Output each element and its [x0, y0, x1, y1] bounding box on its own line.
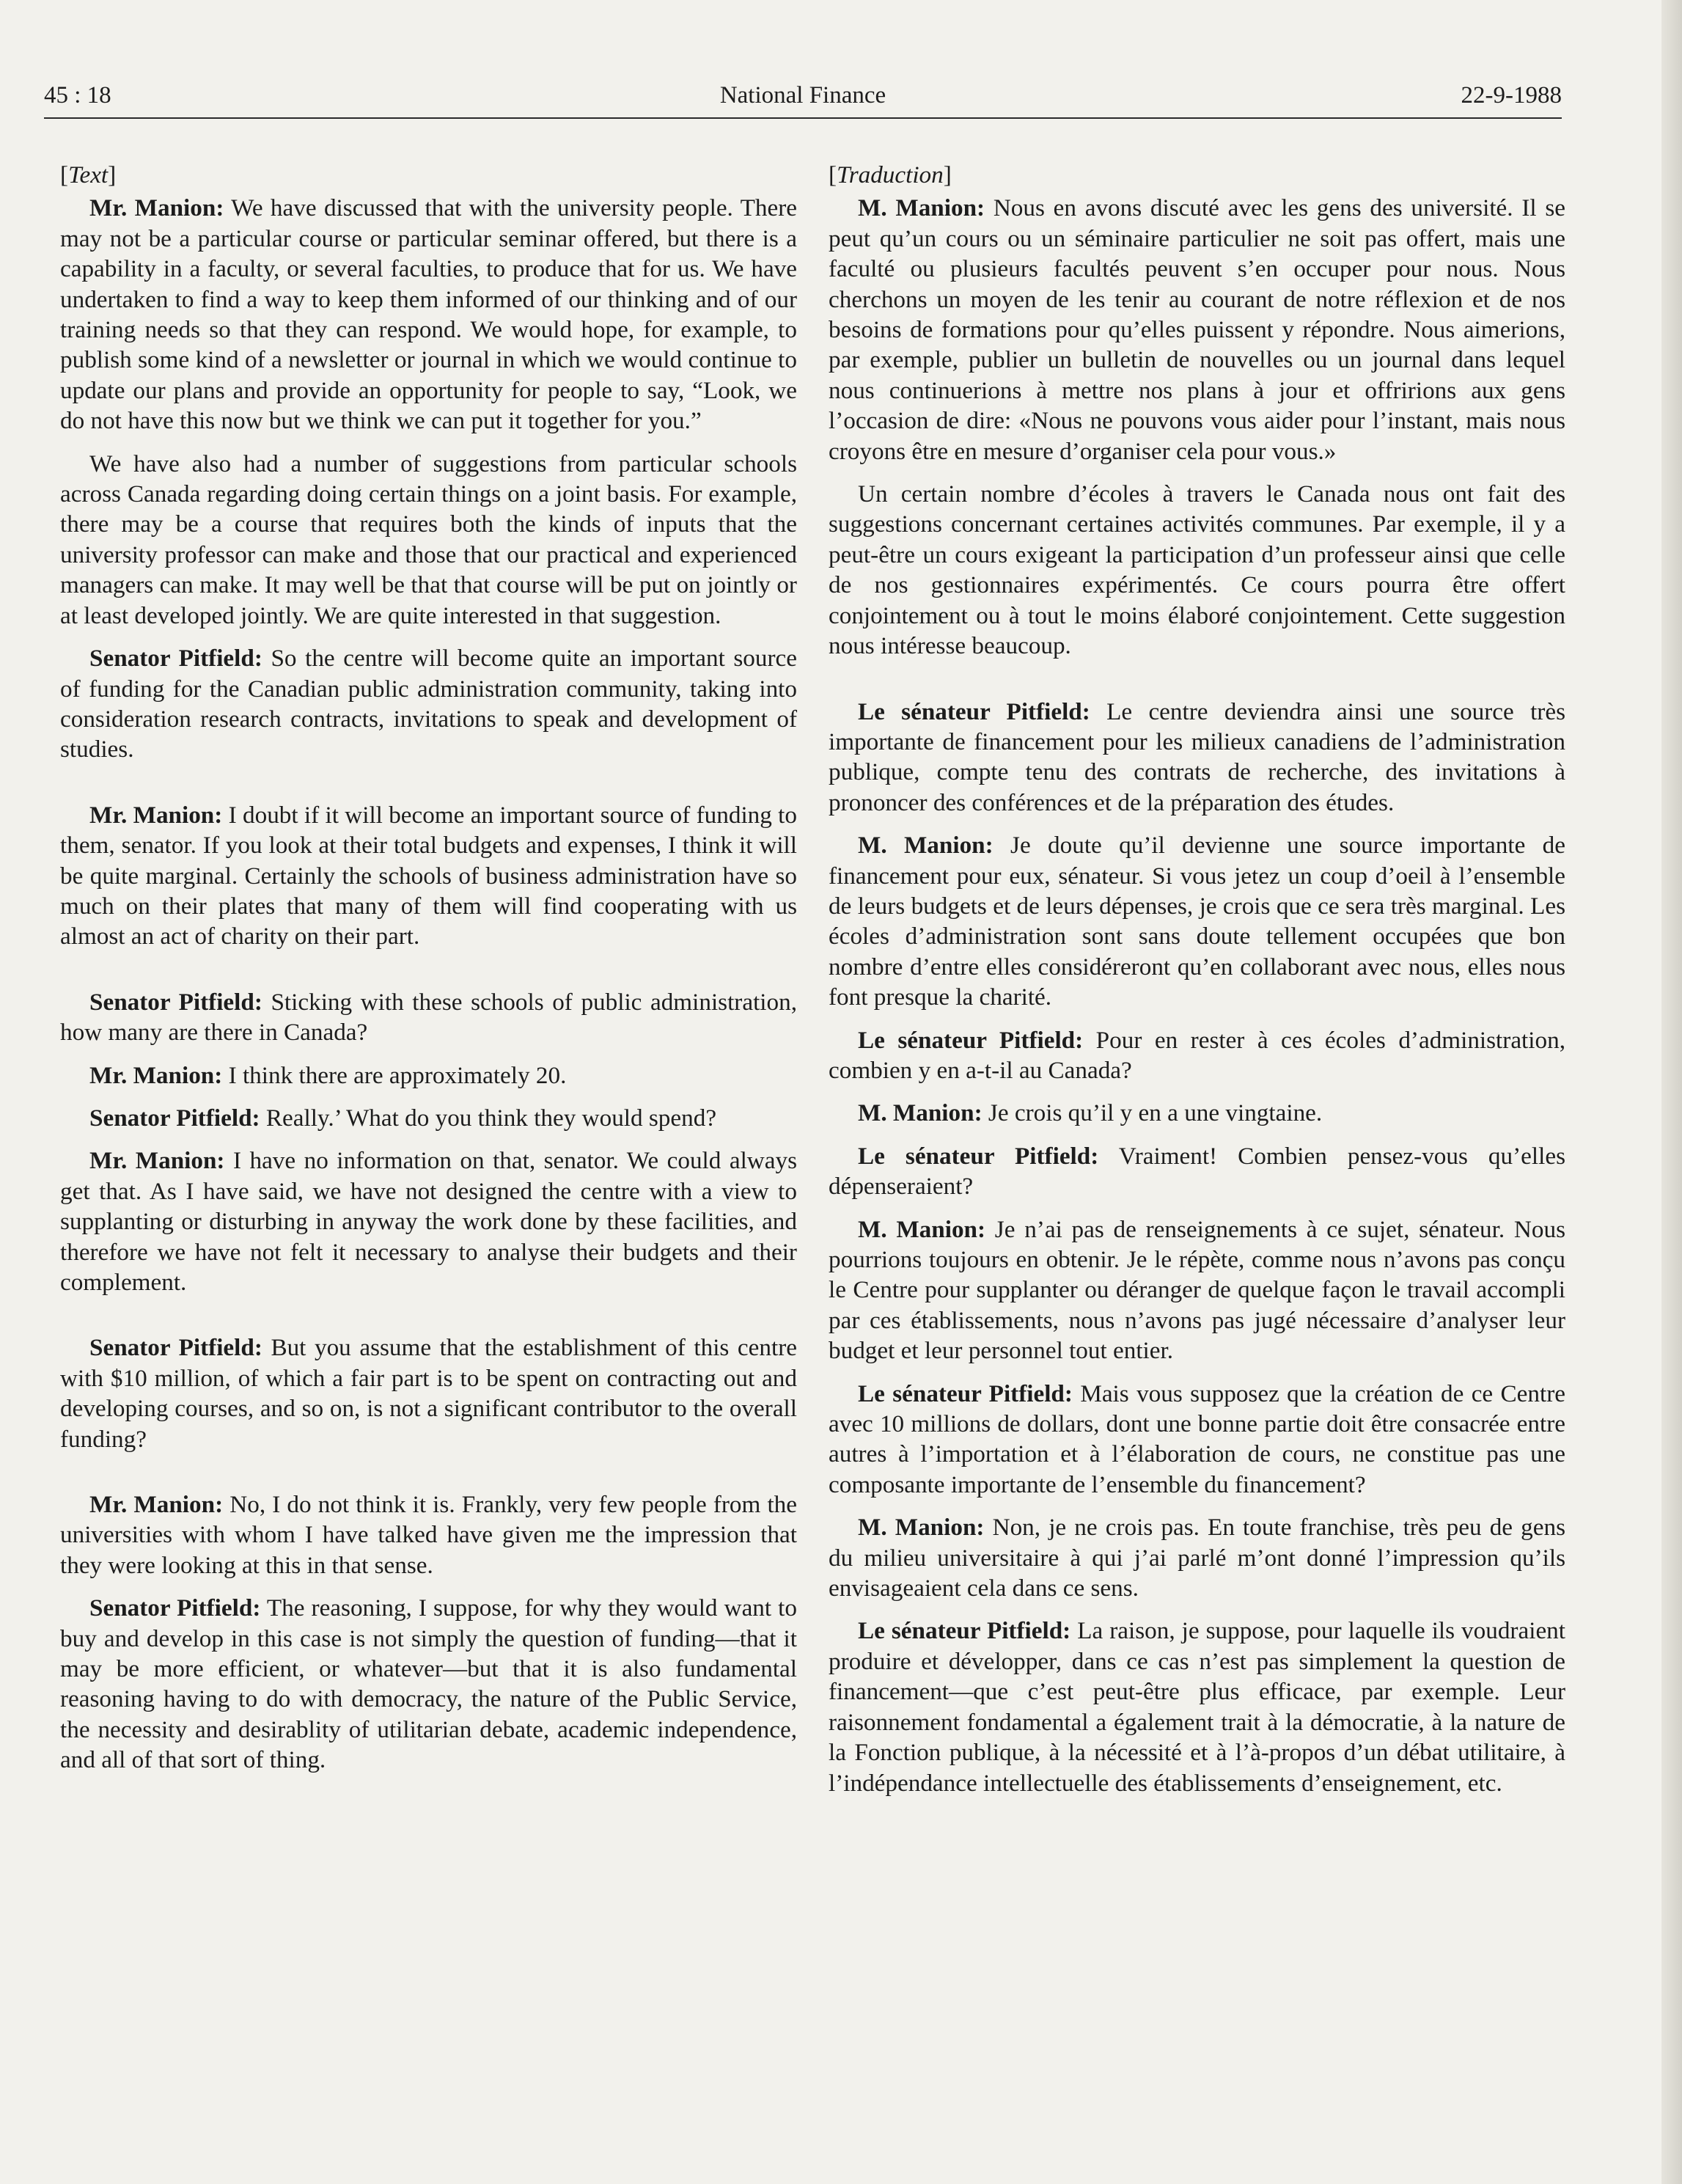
speaker-name: M. Manion: [858, 194, 985, 222]
speaker-name: Senator Pitfield: [89, 1104, 260, 1132]
speaker-name: M. Manion: [858, 832, 994, 860]
transcript-paragraph [60, 193, 797, 436]
transcript-paragraph [60, 1060, 797, 1091]
language-tag: [Traduction] [829, 161, 952, 188]
page-reference: 45 : 18 [44, 82, 111, 109]
speaker-name: Mr. Manion: [89, 801, 223, 829]
page-edge [1661, 0, 1682, 2184]
publication-title: National Finance [719, 82, 886, 109]
speech-text: Je n’ai pas de renseignements à ce sujet, sénateur. Nous pourrions toujours en obtenir. Je le répète, comme nous n’avons pas conçu le Centre pour supplanter ou déranger de quelque façon le travail accompli par ces établissements, nous n’avons pas jugé nécessaire d’analyser leur budget et leur personnel tout entier. [829, 1215, 1565, 1365]
speech-text: Je doute qu’il devienne une source importante de financement pour eux, sénateur. Si vous jetez un coup d’oeil à l’ensemble de leurs budgets et de leurs dépenses, je crois que ce sera très marginal. Les écoles d’administration sont sans doute tellement occupées que bon nombre d’entre elles considéreront qu’en collaborant avec nous, elles nous font presque la charité. [829, 832, 1565, 1011]
speaker-name: Le sénateur Pitfield: [858, 1026, 1084, 1054]
speaker-name: Le sénateur Pitfield: [858, 1379, 1073, 1407]
speaker-name: Senator Pitfield: [89, 1594, 261, 1622]
transcript-paragraph [829, 1025, 1565, 1086]
transcript-paragraph [60, 1103, 797, 1133]
transcript-paragraph [60, 1489, 797, 1580]
speech-text: Sticking with these schools of public administration, how many are there in Canada? [60, 988, 798, 1047]
speaker-name: Mr. Manion: [89, 194, 224, 222]
french-column [829, 160, 1565, 1811]
speech-text: Nous en avons discuté avec les gens des université. Il se peut qu’un cours ou un séminaire particulier ne soit pas offert, mais une faculté ou plusieurs facultés peuvent s’en occuper pour nous. Nous cherchons un moyen de les tenir au courant de notre réflexion et de nos besoins de formations pour qu’elles puissent y répondre. Nous aimerions, par exemple, publier un bulletin de nouvelles ou un journal dans lequel nous continuerions à mettre nos plans à jour et offririons aux gens l’occasion de dire: «Nous ne pouvons vous aider pour l’instant, mais nous croyons être en mesure d’organiser cela pour vous.» [829, 194, 1565, 465]
speaker-name: Senator Pitfield: [89, 1334, 262, 1362]
speaker-name: Senator Pitfield: [89, 988, 262, 1016]
speaker-name: Le sénateur Pitfield: [858, 697, 1090, 725]
speech-text: No, I do not think it is. Frankly, very few people from the universities with whom I have talked have given me the impression that they were looking at this in that sense. [60, 1491, 797, 1579]
language-tag-label: Text [68, 161, 109, 188]
transcript-paragraph [60, 800, 797, 952]
speech-text: I doubt if it will become an important source of funding to them, senator. If you look at their total budgets and expenses, I think it will be quite marginal. Certainly the schools of business administration have so much on their plates that many of them will find cooperating with us almost an act of charity on their part. [60, 801, 797, 950]
speech-text: Je crois qu’il y en a une vingtaine. [982, 1099, 1323, 1127]
header-rule [44, 117, 1562, 119]
speaker-name: Senator Pitfield: [89, 645, 262, 673]
speaker-name: M. Manion: [858, 1514, 985, 1542]
speech-text: Un certain nombre d’écoles à travers le Canada nous ont fait des suggestions concernant certaines activités communes. Par exemple, il y a peut-être un cours exigeant la participation d’un professeur ainsi que celle de nos gestionnaires expérimentés. Ce cours pourra être offert conjointement ou à tout le moins élaboré conjointement. Cette suggestion nous intéresse beaucoup. [829, 480, 1565, 660]
speech-text: Non, je ne crois pas. En toute franchise, très peu de gens du milieu universitaire à qui j’ai parlé m’ont donné l’impression qu’ils envisageaient cela dans ce sens. [829, 1514, 1566, 1602]
running-header [44, 82, 1562, 117]
speaker-name: Mr. Manion: [89, 1061, 223, 1089]
transcript-paragraph [829, 1512, 1565, 1603]
speech-text: But you assume that the establishment of this centre with $10 million, of which a fair part is to be spent on contracting out and developing courses, and so on, is not a significant contributor to the overall funding? [60, 1334, 797, 1453]
speech-text: Pour en rester à ces écoles d’administration, combien y en a-t-il au Canada? [829, 1026, 1565, 1084]
transcript-paragraph [829, 1616, 1565, 1798]
sitting-date: 22-9-1988 [1461, 82, 1562, 109]
english-column [60, 160, 797, 1788]
transcript-paragraph [60, 1146, 797, 1297]
transcript-paragraph [60, 1333, 797, 1454]
language-tag-label: Traduction [837, 161, 944, 188]
speech-text: We have also had a number of suggestions from particular schools across Canada regarding doing certain things on a joint basis. For example, there may be a course that requires both the kinds of inputs that the university professor can make and those that our practical and experienced managers can make. It may well be that that course will be put on jointly or at least developed jointly. We are quite interested in that suggestion. [60, 450, 797, 629]
transcript-paragraph [829, 697, 1565, 818]
transcript-paragraph [829, 1379, 1565, 1500]
transcript-paragraph [60, 1593, 797, 1775]
language-tag: [Text] [60, 161, 117, 188]
transcript-paragraph [829, 830, 1565, 1012]
transcript-paragraph [60, 987, 797, 1048]
speaker-name: M. Manion: [858, 1215, 986, 1243]
transcript-paragraph [60, 643, 797, 765]
speech-text: The reasoning, I suppose, for why they would want to buy and develop in this case is not simply the question of funding—that it may be more efficient, or whatever—but that it is also fundamental reasoning having to do with democracy, the nature of the Public Service, the necessity and desirablity of utilitarian debate, academic independence, and all of that sort of thing. [60, 1594, 797, 1774]
speech-text: We have discussed that with the university people. There may not be a particular course or particular seminar offered, but there is a capability in a faculty, or several faculties, to produce that for us. We have undertaken to find a way to keep them informed of our thinking and of our training needs so that they can respond. We would hope, for example, to publish some kind of a newsletter or journal in which we would continue to update our plans and provide an opportunity for people to say, “Look, we do not have this now but we think we can put it together for you.” [60, 194, 797, 435]
transcript-paragraph [829, 1214, 1565, 1366]
transcript-paragraph [829, 1098, 1565, 1128]
speech-text: So the centre will become quite an important source of funding for the Canadian public administration community, taking into consideration research contracts, invitations to speak and development of studies. [60, 645, 798, 763]
speech-text: I have no information on that, senator. We could always get that. As I have said, we have not designed the centre with a view to supplanting or disturbing in anyway the work done by these facilities, and therefore we have not felt it necessary to analyse their budgets and their complement. [60, 1147, 797, 1296]
speech-text: Le centre deviendra ainsi une source très importante de financement pour les milieux canadiens de l’administration publique, compte tenu des contrats de recherche, des invitations à prononcer des conférences et de la préparation des études. [829, 697, 1565, 816]
speech-text: Vraiment! Combien pensez-vous qu’elles dépenseraient? [829, 1142, 1565, 1201]
speaker-name: Le sénateur Pitfield: [858, 1617, 1071, 1645]
transcript-paragraph [60, 449, 797, 631]
speech-text: La raison, je suppose, pour laquelle ils voudraient produire et développer, dans ce cas n’est pas simplement la question de financement—que c’est peut-être plus efficace, par exemple. Leur raisonnement fondamental a également trait à la démocratie, à la nature de la Fonction publique, à la nécessité et à l’à-propos d’un débat utilitaire, à l’indépendance intellectuelle des établissements d’enseignement, etc. [829, 1617, 1565, 1797]
speaker-name: Le sénateur Pitfield: [858, 1142, 1099, 1170]
speaker-name: Mr. Manion: [89, 1491, 224, 1519]
speaker-name: M. Manion: [858, 1099, 983, 1127]
speech-text: Mais vous supposez que la création de ce Centre avec 10 millions de dollars, dont une bonne partie doit être consacrée entre autres à l’importation et à l’élaboration de cours, ne constitue pas une composante importante de l’ensemble du financement? [829, 1379, 1565, 1498]
speech-text: I think there are approximately 20. [222, 1061, 567, 1089]
speech-text: Really.’ What do you think they would spend? [260, 1104, 717, 1132]
transcript-paragraph [829, 193, 1565, 466]
transcript-paragraph [829, 479, 1565, 661]
speaker-name: Mr. Manion: [89, 1147, 225, 1175]
transcript-paragraph [829, 1141, 1565, 1202]
